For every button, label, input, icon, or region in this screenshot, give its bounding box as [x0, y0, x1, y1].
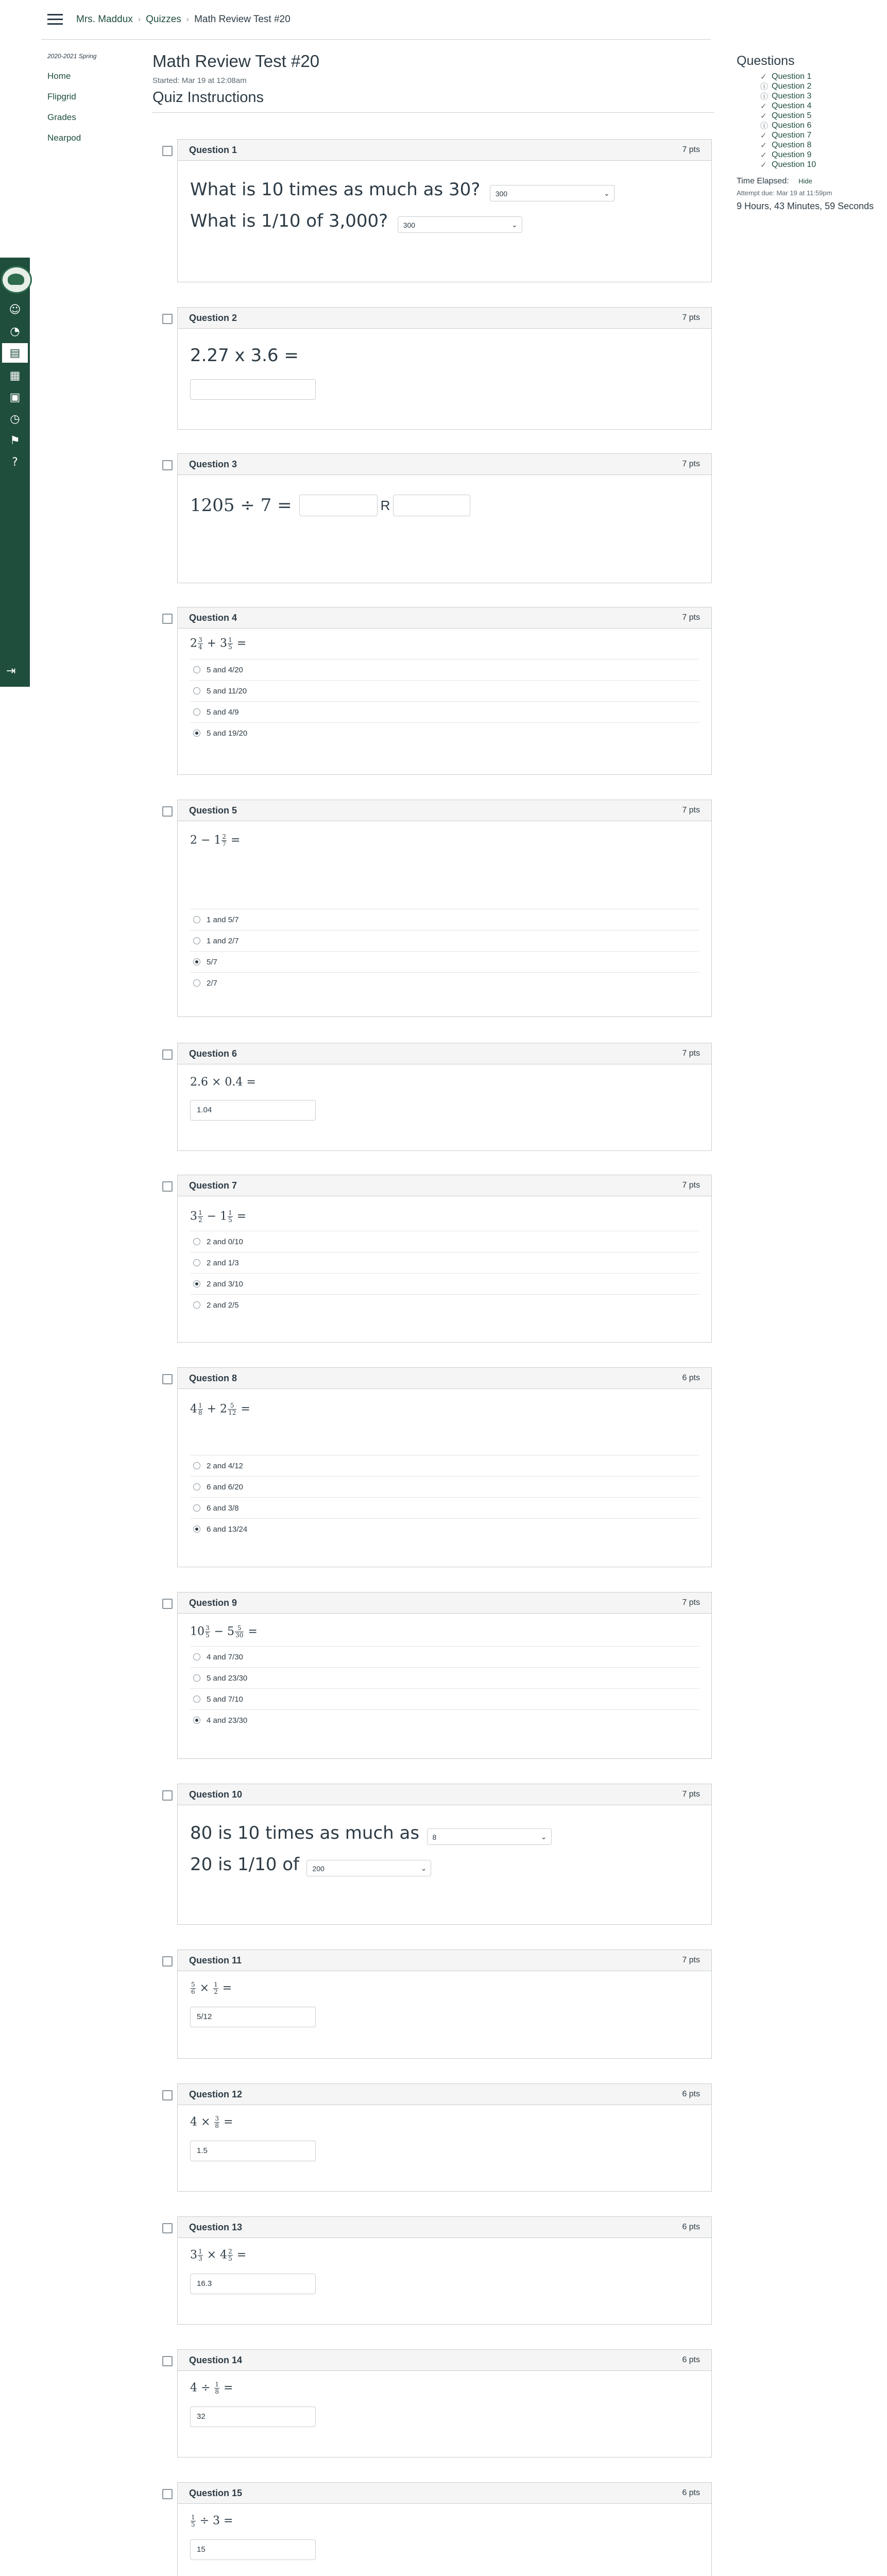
questions-sidebar [737, 54, 886, 212]
question-8 [177, 1367, 712, 1567]
answer-option[interactable] [190, 1273, 699, 1294]
check-icon: ✓ [760, 130, 767, 140]
flag-question-checkbox[interactable] [162, 614, 173, 624]
answer-label: 5 and 4/9 [207, 707, 239, 717]
answer-option[interactable] [190, 951, 699, 972]
page-title: Math Review Test #20 [152, 52, 320, 71]
question-mark-icon: ⓘ [760, 82, 769, 91]
question-points: 7 pts [682, 613, 700, 622]
question-points: 6 pts [682, 2223, 700, 2231]
global-navigation [0, 258, 30, 687]
check-icon: ✓ [760, 72, 767, 81]
math-expression: 2 − 1 $\frac{2}{7}$ = [190, 833, 241, 848]
question-name: Question 5 [189, 805, 237, 816]
question-3 [177, 453, 712, 583]
radio-button-selected[interactable] [193, 730, 200, 737]
question-points: 6 pts [682, 2488, 700, 2497]
radio-button[interactable] [193, 708, 200, 716]
answer-label: 2 and 3/10 [207, 1279, 243, 1289]
answer-label: 6 and 6/20 [207, 1482, 243, 1492]
question-points: 6 pts [682, 1374, 700, 1382]
answer-label: 2 and 2/5 [207, 1300, 239, 1310]
sidebar-question-link[interactable] [737, 91, 886, 101]
question-11 [177, 1950, 712, 2059]
answer-dropdown[interactable] [490, 185, 615, 201]
answer-label: 4 and 23/30 [207, 1716, 248, 1725]
question-5 [177, 800, 712, 1017]
sidebar-question-label: Question 10 [772, 160, 816, 169]
dropdown-value: 300 [495, 189, 508, 198]
answer-input[interactable] [190, 379, 316, 400]
question-points: 7 pts [682, 1790, 700, 1799]
radio-button[interactable] [193, 1653, 200, 1660]
flag-question-checkbox[interactable] [162, 1181, 173, 1192]
question-name: Question 3 [189, 459, 237, 469]
question-12 [177, 2083, 712, 2192]
question-mark-icon: ⓘ [760, 121, 769, 130]
answer-option[interactable] [190, 930, 699, 951]
answer-list [190, 1646, 699, 1731]
answer-option[interactable] [190, 680, 699, 701]
answer-label: 6 and 3/8 [207, 1503, 239, 1513]
question-15 [177, 2482, 712, 2576]
question-points: 7 pts [682, 1181, 700, 1190]
flag-question-checkbox[interactable] [162, 460, 173, 470]
radio-button[interactable] [193, 1696, 200, 1703]
answer-dropdown[interactable] [306, 1860, 431, 1876]
course-nav-home[interactable]: Home [47, 71, 71, 81]
answer-option[interactable] [190, 1667, 699, 1688]
radio-button-selected[interactable] [193, 1717, 200, 1724]
account-icon[interactable]: ☺ [9, 303, 21, 316]
answer-option[interactable] [190, 701, 699, 722]
radio-button[interactable] [193, 1483, 200, 1490]
check-icon: ✓ [760, 160, 767, 170]
radio-button-selected[interactable] [193, 1280, 200, 1287]
answer-option[interactable] [190, 1455, 699, 1476]
question-6 [177, 1043, 712, 1151]
answer-option[interactable] [190, 1252, 699, 1273]
question-text: 1205 ÷ 7 = [190, 495, 292, 516]
attempt-due: Attempt due: Mar 19 at 11:59pm [737, 189, 832, 197]
radio-button[interactable] [193, 937, 200, 944]
question-1 [177, 139, 712, 282]
school-logo[interactable] [1, 266, 32, 294]
radio-button[interactable] [193, 687, 200, 694]
answer-label: 2 and 1/3 [207, 1258, 239, 1267]
course-navigation [47, 53, 140, 154]
breadcrumb-separator-icon: › [138, 15, 141, 24]
sidebar-question-link[interactable] [737, 150, 886, 160]
question-points: 7 pts [682, 1598, 700, 1607]
flag-question-checkbox[interactable] [162, 1049, 173, 1060]
question-name: Question 14 [189, 2354, 243, 2365]
course-nav-flipgrid[interactable]: Flipgrid [47, 92, 76, 101]
question-points: 7 pts [682, 1049, 700, 1058]
breadcrumb-course[interactable]: Mrs. Maddux [76, 14, 133, 25]
answer-option[interactable] [190, 909, 699, 930]
question-name: Question 11 [189, 1955, 242, 1965]
started-timestamp: Started: Mar 19 at 12:08am [152, 76, 247, 85]
sidebar-question-label: Question 7 [772, 130, 812, 140]
radio-button[interactable] [193, 916, 200, 923]
math-expression: 4 × $\frac{3}{8}$ = [190, 2115, 233, 2129]
answer-label: 6 and 13/24 [207, 1524, 248, 1534]
question-2 [177, 307, 712, 430]
sidebar-question-link[interactable] [737, 140, 886, 150]
radio-button[interactable] [193, 666, 200, 673]
check-icon: ✓ [760, 150, 767, 160]
question-10 [177, 1784, 712, 1925]
quotient-input[interactable] [299, 495, 378, 516]
sidebar-question-label: Question 1 [772, 72, 812, 81]
sidebar-title: Questions [737, 54, 795, 68]
answer-label: 5 and 19/20 [207, 728, 248, 738]
dashboard-icon[interactable]: ◔ [10, 325, 20, 338]
question-text: What is 10 times as much as 30? [190, 179, 481, 200]
check-icon: ✓ [760, 101, 767, 111]
question-points: 7 pts [682, 145, 700, 154]
sidebar-question-label: Question 9 [772, 150, 812, 159]
sidebar-question-label: Question 8 [772, 140, 812, 149]
answer-label: 5 and 4/20 [207, 665, 243, 674]
math-expression: $\frac{5}{6}$ × $\frac{1}{2}$ = [191, 1981, 232, 1995]
sidebar-question-label: Question 3 [772, 91, 812, 100]
math-expression: 10 $\frac{3}{5}$ − 5 $\frac{5}{30}$ = [190, 1624, 258, 1639]
answer-label: 2 and 4/12 [207, 1461, 243, 1470]
answer-input[interactable]: 1.04 [190, 1100, 316, 1121]
radio-button-selected[interactable] [193, 958, 200, 965]
sidebar-question-link[interactable] [737, 130, 886, 140]
question-points: 7 pts [682, 313, 700, 322]
question-name: Question 8 [189, 1372, 237, 1383]
answer-label: 2/7 [207, 978, 217, 988]
sidebar-question-link[interactable] [737, 160, 886, 170]
sidebar-question-link[interactable] [737, 72, 886, 81]
answer-label: 4 and 7/30 [207, 1652, 243, 1662]
question-text: What is 1/10 of 3,000? [190, 210, 388, 231]
flag-question-checkbox[interactable] [162, 806, 173, 817]
question-text: 80 is 10 times as much as [190, 1823, 420, 1843]
flag-question-checkbox[interactable] [162, 1790, 173, 1801]
radio-button[interactable] [193, 1504, 200, 1512]
question-text: 20 is 1/10 of [190, 1854, 299, 1875]
question-name: Question 2 [189, 312, 237, 323]
course-nav-nearpod[interactable]: Nearpod [47, 133, 81, 143]
question-name: Question 15 [189, 2487, 243, 2498]
answer-label: 1 and 5/7 [207, 915, 239, 924]
breadcrumb-separator-icon: › [186, 15, 190, 24]
flag-question-checkbox[interactable] [162, 1956, 173, 1967]
top-header [41, 0, 711, 40]
answer-dropdown[interactable] [398, 216, 522, 233]
question-text: 2.27 x 3.6 = [190, 345, 299, 366]
flag-question-checkbox[interactable] [162, 2489, 173, 2499]
radio-button[interactable] [193, 1301, 200, 1309]
history-icon[interactable]: ◷ [10, 412, 20, 426]
flag-question-checkbox[interactable] [162, 2090, 173, 2100]
question-14 [177, 2349, 712, 2458]
answer-input[interactable]: 5/12 [190, 2007, 316, 2027]
math-expression: 3 $\frac{1}{3}$ × 4 $\frac{2}{5}$ = [190, 2248, 247, 2262]
radio-button[interactable] [193, 1462, 200, 1469]
question-mark-icon: ⓘ [760, 92, 769, 101]
commons-icon[interactable]: ⚑ [10, 434, 20, 447]
flag-question-checkbox[interactable] [162, 1374, 173, 1384]
question-nav-list[interactable] [737, 72, 886, 173]
question-name: Question 4 [189, 612, 237, 623]
hide-timer-link[interactable]: Hide [798, 177, 812, 185]
question-points: 7 pts [682, 806, 700, 815]
answer-option[interactable] [190, 1518, 699, 1539]
help-icon[interactable]: ? [12, 455, 18, 469]
question-7 [177, 1175, 712, 1343]
answer-option[interactable] [190, 1688, 699, 1709]
chevron-down-icon: ⌄ [511, 221, 518, 229]
answer-option[interactable] [190, 722, 699, 743]
answer-list [190, 1455, 699, 1539]
question-points: 7 pts [682, 1956, 700, 1964]
math-expression: 2.6 × 0.4 = [190, 1076, 256, 1089]
chevron-down-icon: ⌄ [603, 189, 610, 198]
flag-question-checkbox[interactable] [162, 314, 173, 324]
question-points: 6 pts [682, 2090, 700, 2098]
calendar-icon[interactable]: ▣ [9, 391, 21, 404]
question-points: 7 pts [682, 460, 700, 468]
question-name: Question 13 [189, 2222, 243, 2232]
breadcrumb-quizzes[interactable]: Quizzes [146, 14, 181, 25]
sidebar-question-link[interactable] [737, 81, 886, 91]
question-13 [177, 2216, 712, 2325]
flag-question-checkbox[interactable] [162, 2223, 173, 2233]
answer-list [190, 1231, 699, 1315]
courses-icon[interactable]: ▤ [2, 343, 28, 363]
answer-label: 5 and 7/10 [207, 1694, 243, 1704]
math-expression: 4 ÷ $\frac{1}{8}$ = [190, 2381, 233, 2395]
answer-option[interactable] [190, 1646, 699, 1667]
term-label: 2020-2021 Spring [47, 53, 97, 60]
remainder-input[interactable] [393, 495, 470, 516]
question-name: Question 1 [189, 144, 237, 155]
sidebar-question-label: Question 2 [772, 81, 812, 91]
remainder-label: R [380, 497, 390, 513]
answer-input[interactable]: 32 [190, 2406, 316, 2427]
quiz-main [152, 52, 714, 2554]
chevron-down-icon: ⌄ [420, 1864, 427, 1873]
answer-dropdown[interactable] [427, 1828, 552, 1845]
question-4 [177, 607, 712, 775]
math-expression: $\frac{1}{5}$ ÷ 3 = [191, 2514, 233, 2528]
collapse-nav-icon[interactable]: ⇥ [6, 665, 16, 677]
answer-label: 5 and 23/30 [207, 1673, 248, 1683]
question-name: Question 10 [189, 1789, 243, 1800]
instructions-heading: Quiz Instructions [152, 89, 714, 113]
answer-option[interactable] [190, 1709, 699, 1731]
sidebar-question-link[interactable] [737, 111, 886, 121]
answer-label: 5 and 11/20 [207, 686, 247, 696]
chevron-down-icon: ⌄ [540, 1833, 547, 1841]
answer-list [190, 909, 699, 993]
course-nav-grades[interactable]: Grades [47, 112, 76, 122]
flag-question-checkbox[interactable] [162, 1599, 173, 1609]
dropdown-value: 300 [403, 221, 416, 229]
groups-icon[interactable]: ▦ [9, 369, 21, 382]
question-points: 6 pts [682, 2355, 700, 2364]
answer-option[interactable] [190, 1231, 699, 1252]
radio-button[interactable] [193, 1674, 200, 1682]
check-icon: ✓ [760, 111, 767, 121]
answer-label: 1 and 2/7 [207, 936, 239, 945]
sidebar-question-link[interactable] [737, 101, 886, 111]
question-name: Question 9 [189, 1597, 237, 1608]
breadcrumb-current: Math Review Test #20 [194, 14, 291, 25]
time-elapsed-row [737, 177, 886, 186]
math-expression: 4 $\frac{1}{8}$ + 2 $\frac{5}{12}$ = [190, 1402, 250, 1416]
answer-label: 2 and 0/10 [207, 1237, 243, 1246]
answer-option[interactable] [190, 1497, 699, 1518]
time-elapsed-value: 9 Hours, 43 Minutes, 59 Seconds [737, 201, 874, 211]
time-elapsed-label: Time Elapsed: [737, 177, 789, 185]
answer-input[interactable]: 16.3 [190, 2274, 316, 2294]
answer-label: 5/7 [207, 957, 217, 967]
answer-list [190, 659, 699, 743]
sidebar-question-label: Question 5 [772, 111, 812, 120]
sidebar-question-link[interactable] [737, 121, 886, 130]
sidebar-question-label: Question 4 [772, 101, 812, 110]
radio-button[interactable] [193, 1238, 200, 1245]
answer-option[interactable] [190, 1476, 699, 1497]
dropdown-value: 8 [432, 1833, 437, 1841]
radio-button-selected[interactable] [193, 1526, 200, 1533]
math-expression: 2 $\frac{3}{4}$ + 3 $\frac{1}{5}$ = [190, 636, 247, 651]
check-icon: ✓ [760, 140, 767, 150]
answer-option[interactable] [190, 659, 699, 680]
answer-input[interactable]: 1.5 [190, 2141, 316, 2161]
radio-button[interactable] [193, 1259, 200, 1266]
question-9 [177, 1592, 712, 1759]
question-name: Question 7 [189, 1180, 237, 1191]
math-expression: 3 $\frac{1}{2}$ − 1 $\frac{1}{5}$ = [190, 1209, 247, 1224]
answer-option[interactable] [190, 1294, 699, 1315]
answer-input[interactable]: 15 [190, 2539, 316, 2560]
answer-option[interactable] [190, 972, 699, 993]
flag-question-checkbox[interactable] [162, 2356, 173, 2366]
question-name: Question 12 [189, 2089, 243, 2099]
question-name: Question 6 [189, 1048, 237, 1059]
hamburger-menu-icon[interactable] [47, 14, 63, 25]
dropdown-value: 200 [312, 1864, 325, 1873]
radio-button[interactable] [193, 979, 200, 987]
sidebar-question-label: Question 6 [772, 121, 812, 130]
flag-question-checkbox[interactable] [162, 146, 173, 156]
